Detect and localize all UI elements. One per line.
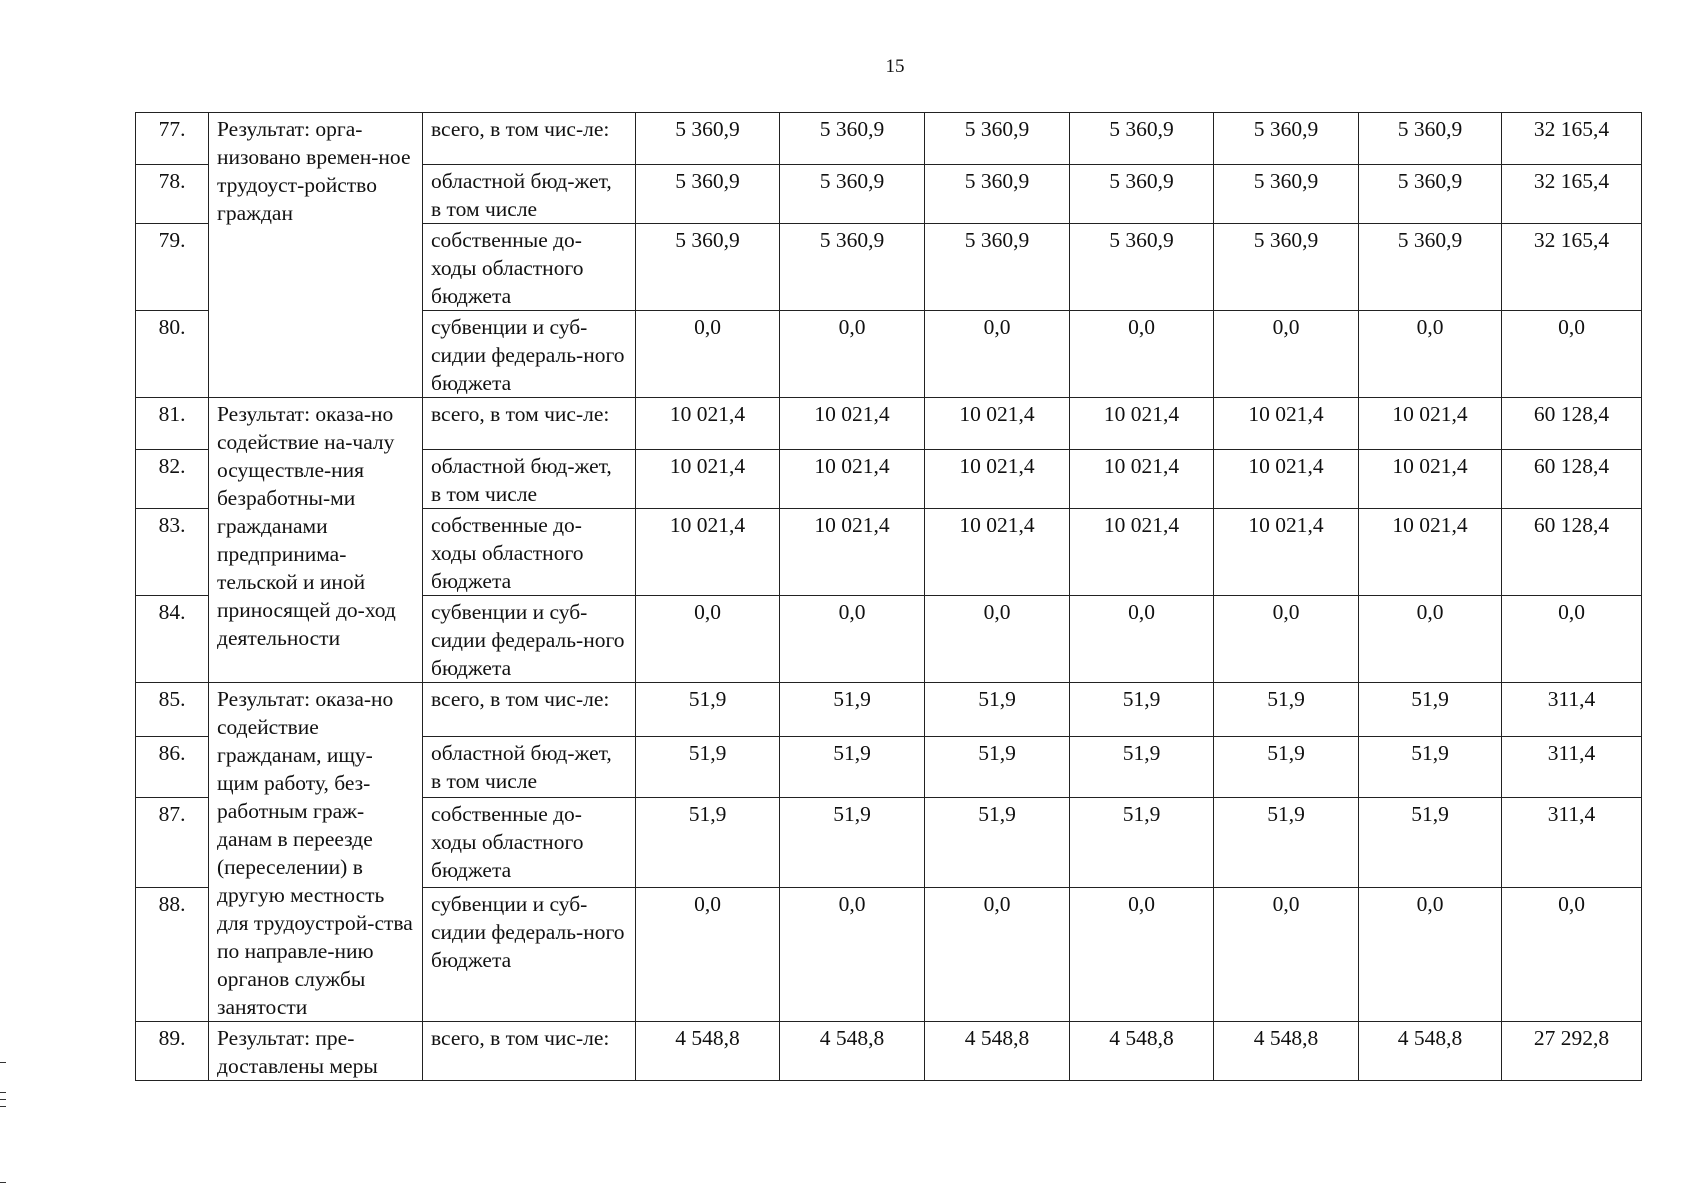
year-value: 10 021,4	[636, 450, 780, 509]
year-value: 10 021,4	[1214, 398, 1359, 450]
year-value: 0,0	[1214, 888, 1359, 1022]
funding-source: собственные до-ходы областного бюджета	[423, 224, 636, 311]
year-value: 5 360,9	[1214, 224, 1359, 311]
total-value: 0,0	[1502, 311, 1642, 398]
year-value: 5 360,9	[780, 113, 925, 165]
row-number: 79.	[136, 224, 209, 311]
year-value: 10 021,4	[1359, 509, 1502, 596]
total-value: 32 165,4	[1502, 165, 1642, 224]
year-value: 0,0	[636, 596, 780, 683]
year-value: 0,0	[780, 888, 925, 1022]
total-value: 32 165,4	[1502, 224, 1642, 311]
year-value: 5 360,9	[925, 165, 1070, 224]
funding-source: всего, в том чис-ле:	[423, 113, 636, 165]
year-value: 51,9	[925, 683, 1070, 737]
result-description: Результат: оказа-но содействие на-чалу осуществле-ния безработны-ми гражданами предпринима-тельской и иной приносящей до-ход деятельности	[209, 398, 423, 683]
row-number: 81.	[136, 398, 209, 450]
year-value: 0,0	[636, 311, 780, 398]
year-value: 0,0	[780, 311, 925, 398]
year-value: 0,0	[1214, 311, 1359, 398]
year-value: 51,9	[636, 683, 780, 737]
result-description: Результат: пре-доставлены меры	[209, 1022, 423, 1081]
total-value: 32 165,4	[1502, 113, 1642, 165]
budget-table	[135, 112, 1642, 1081]
year-value: 51,9	[780, 798, 925, 888]
funding-source: всего, в том чис-ле:	[423, 683, 636, 737]
year-value: 5 360,9	[636, 224, 780, 311]
row-number: 86.	[136, 736, 209, 797]
year-value: 5 360,9	[925, 113, 1070, 165]
year-value: 51,9	[1214, 736, 1359, 797]
funding-source: субвенции и суб-сидии федераль-ного бюджета	[423, 311, 636, 398]
year-value: 5 360,9	[1214, 113, 1359, 165]
year-value: 5 360,9	[1359, 113, 1502, 165]
year-value: 10 021,4	[780, 398, 925, 450]
year-value: 10 021,4	[925, 509, 1070, 596]
total-value: 60 128,4	[1502, 509, 1642, 596]
total-value: 0,0	[1502, 596, 1642, 683]
funding-source: областной бюд-жет, в том числе	[423, 165, 636, 224]
total-value: 311,4	[1502, 683, 1642, 737]
funding-source: субвенции и суб-сидии федераль-ного бюджета	[423, 596, 636, 683]
row-number: 82.	[136, 450, 209, 509]
year-value: 10 021,4	[1070, 509, 1214, 596]
margin-mark	[0, 1062, 6, 1063]
year-value: 5 360,9	[636, 113, 780, 165]
page-number: 15	[885, 56, 905, 77]
year-value: 4 548,8	[1214, 1022, 1359, 1081]
year-value: 10 021,4	[1214, 450, 1359, 509]
year-value: 4 548,8	[1359, 1022, 1502, 1081]
year-value: 51,9	[1359, 683, 1502, 737]
year-value: 10 021,4	[636, 509, 780, 596]
year-value: 51,9	[780, 683, 925, 737]
total-value: 311,4	[1502, 736, 1642, 797]
row-number: 80.	[136, 311, 209, 398]
year-value: 5 360,9	[1214, 165, 1359, 224]
row-number: 88.	[136, 888, 209, 1022]
total-value: 60 128,4	[1502, 398, 1642, 450]
year-value: 5 360,9	[1359, 224, 1502, 311]
year-value: 5 360,9	[780, 165, 925, 224]
year-value: 51,9	[636, 798, 780, 888]
margin-mark	[0, 1182, 6, 1183]
row-number: 85.	[136, 683, 209, 737]
year-value: 5 360,9	[1070, 113, 1214, 165]
funding-source: всего, в том чис-ле:	[423, 398, 636, 450]
year-value: 4 548,8	[780, 1022, 925, 1081]
year-value: 0,0	[1359, 311, 1502, 398]
row-number: 77.	[136, 113, 209, 165]
year-value: 5 360,9	[925, 224, 1070, 311]
year-value: 10 021,4	[1070, 398, 1214, 450]
year-value: 10 021,4	[780, 509, 925, 596]
total-value: 27 292,8	[1502, 1022, 1642, 1081]
year-value: 51,9	[1214, 798, 1359, 888]
result-description: Результат: оказа-но содействие гражданам, ищу-щим работу, без-работным граж-данам в переезде (переселении) в другую местность для трудоустрой-ства по направле-нию органов службы занятости	[209, 683, 423, 1022]
year-value: 10 021,4	[925, 398, 1070, 450]
year-value: 0,0	[1359, 596, 1502, 683]
margin-mark	[0, 1099, 6, 1100]
year-value: 0,0	[1070, 596, 1214, 683]
year-value: 4 548,8	[636, 1022, 780, 1081]
year-value: 10 021,4	[1359, 450, 1502, 509]
year-value: 10 021,4	[780, 450, 925, 509]
table-row	[136, 683, 1642, 737]
year-value: 5 360,9	[1359, 165, 1502, 224]
year-value: 10 021,4	[1359, 398, 1502, 450]
funding-source: собственные до-ходы областного бюджета	[423, 798, 636, 888]
result-description: Результат: орга-низовано времен-ное трудоуст-ройство граждан	[209, 113, 423, 398]
year-value: 0,0	[925, 311, 1070, 398]
total-value: 0,0	[1502, 888, 1642, 1022]
row-number: 78.	[136, 165, 209, 224]
year-value: 51,9	[1359, 736, 1502, 797]
year-value: 0,0	[925, 596, 1070, 683]
funding-source: собственные до-ходы областного бюджета	[423, 509, 636, 596]
year-value: 5 360,9	[636, 165, 780, 224]
row-number: 84.	[136, 596, 209, 683]
year-value: 51,9	[1359, 798, 1502, 888]
year-value: 4 548,8	[1070, 1022, 1214, 1081]
year-value: 51,9	[925, 798, 1070, 888]
funding-source: областной бюд-жет, в том числе	[423, 736, 636, 797]
year-value: 51,9	[1070, 683, 1214, 737]
funding-source: субвенции и суб-сидии федераль-ного бюджета	[423, 888, 636, 1022]
year-value: 4 548,8	[925, 1022, 1070, 1081]
row-number: 87.	[136, 798, 209, 888]
table-row	[136, 113, 1642, 165]
year-value: 51,9	[636, 736, 780, 797]
margin-mark	[0, 1106, 6, 1107]
year-value: 51,9	[925, 736, 1070, 797]
row-number: 83.	[136, 509, 209, 596]
year-value: 5 360,9	[1070, 224, 1214, 311]
year-value: 51,9	[1070, 798, 1214, 888]
year-value: 0,0	[636, 888, 780, 1022]
year-value: 0,0	[1214, 596, 1359, 683]
margin-mark	[0, 1092, 6, 1093]
row-number: 89.	[136, 1022, 209, 1081]
year-value: 10 021,4	[925, 450, 1070, 509]
funding-source: всего, в том чис-ле:	[423, 1022, 636, 1081]
year-value: 0,0	[925, 888, 1070, 1022]
year-value: 10 021,4	[1070, 450, 1214, 509]
year-value: 51,9	[1070, 736, 1214, 797]
year-value: 10 021,4	[1214, 509, 1359, 596]
year-value: 51,9	[780, 736, 925, 797]
total-value: 60 128,4	[1502, 450, 1642, 509]
year-value: 5 360,9	[780, 224, 925, 311]
funding-source: областной бюд-жет, в том числе	[423, 450, 636, 509]
year-value: 0,0	[1070, 888, 1214, 1022]
year-value: 0,0	[1359, 888, 1502, 1022]
table-row	[136, 1022, 1642, 1081]
year-value: 10 021,4	[636, 398, 780, 450]
year-value: 0,0	[1070, 311, 1214, 398]
year-value: 51,9	[1214, 683, 1359, 737]
table-row	[136, 398, 1642, 450]
year-value: 0,0	[780, 596, 925, 683]
total-value: 311,4	[1502, 798, 1642, 888]
year-value: 5 360,9	[1070, 165, 1214, 224]
